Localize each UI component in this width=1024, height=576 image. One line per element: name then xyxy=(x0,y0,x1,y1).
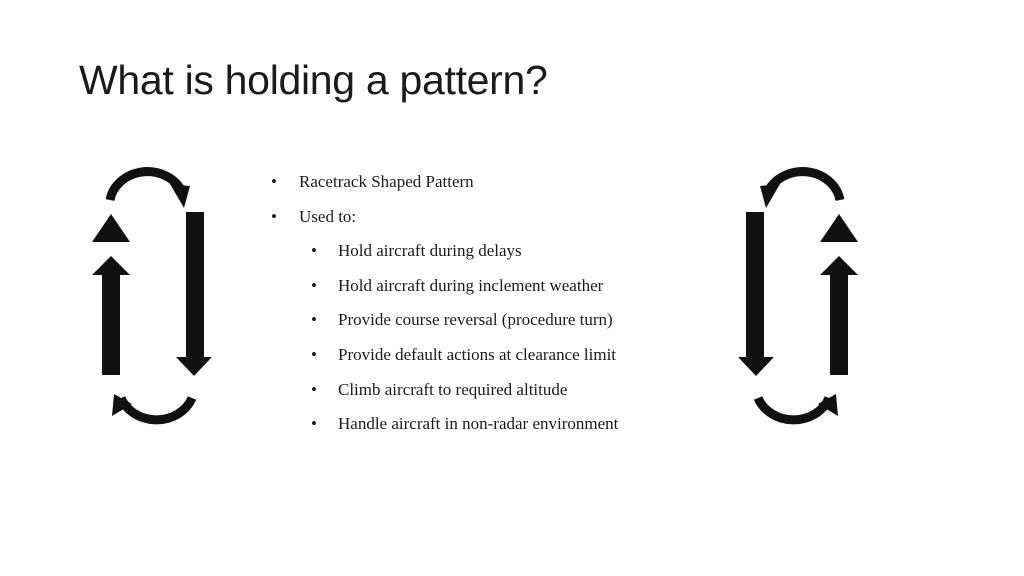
bullet-dot: • xyxy=(311,275,317,295)
list-item xyxy=(271,170,618,205)
bullet-list xyxy=(271,170,618,447)
list-item xyxy=(271,412,618,447)
holding-pattern-clockwise-arrows-icon xyxy=(88,150,218,450)
list-item-text: Handle aircraft in non-radar environment xyxy=(338,414,619,434)
bullet-dot: • xyxy=(311,241,317,261)
list-item xyxy=(271,343,618,378)
list-item xyxy=(271,274,618,309)
bullet-dot: • xyxy=(311,414,317,434)
list-item xyxy=(271,205,618,240)
bullet-dot: • xyxy=(271,206,277,226)
holding-pattern-counterclockwise-arrows-icon xyxy=(732,150,862,450)
list-item-text: Climb aircraft to required altitude xyxy=(338,379,568,399)
list-item-text: Used to: xyxy=(299,206,357,226)
list-item-text: Hold aircraft during inclement weather xyxy=(338,275,604,295)
list-item-text: Provide course reversal (procedure turn) xyxy=(338,310,613,330)
bullet-dot: • xyxy=(271,172,277,191)
list-item-text: Provide default actions at clearance limit xyxy=(338,344,617,364)
list-item xyxy=(271,308,618,343)
list-item-text: Hold aircraft during delays xyxy=(338,241,522,261)
list-item xyxy=(271,378,618,413)
slide-title: What is holding a pattern? xyxy=(79,57,548,103)
bullet-dot: • xyxy=(311,344,317,364)
bullet-dot: • xyxy=(311,310,317,330)
list-item xyxy=(271,239,618,274)
bullet-dot: • xyxy=(311,379,317,399)
list-item-text: Racetrack Shaped Pattern xyxy=(299,172,474,191)
